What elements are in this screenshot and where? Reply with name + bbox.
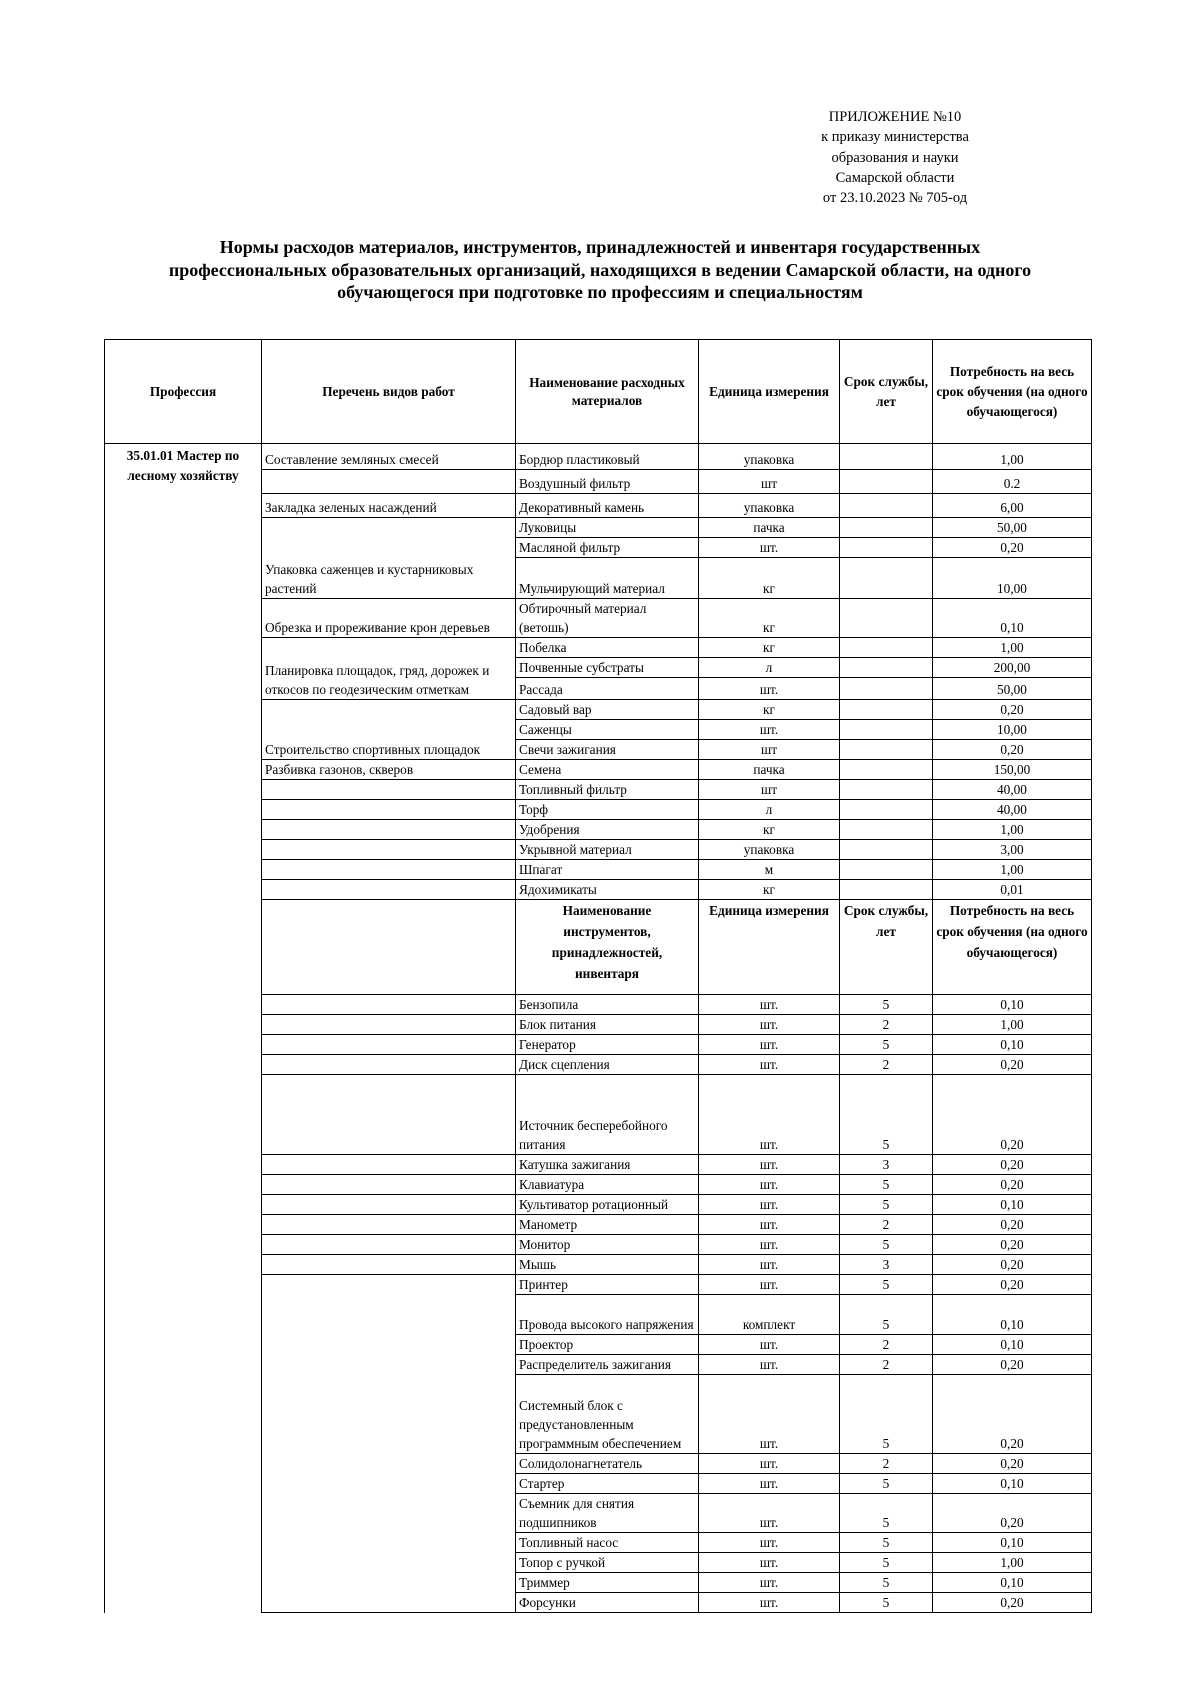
document-title [120,236,1080,304]
material-name: Декоративный камень [516,494,699,518]
tool-need: 0,20 [933,1454,1092,1474]
tool-need: 0,10 [933,1195,1092,1215]
tool-name: Съемник для снятия подшипников [516,1494,699,1533]
work-item-empty [262,800,516,820]
material-need: 150,00 [933,760,1092,780]
material-need: 1,00 [933,444,1092,470]
tool-unit: шт. [699,1553,840,1573]
tool-term: 5 [840,1533,933,1553]
material-unit: пачка [699,518,840,538]
tool-need: 1,00 [933,1015,1092,1035]
tool-name: Блок питания [516,1015,699,1035]
material-need: 1,00 [933,860,1092,880]
tool-name: Культиватор ротационный [516,1195,699,1215]
material-unit: шт [699,740,840,760]
tool-unit: шт. [699,1255,840,1275]
material-unit: кг [699,558,840,599]
material-unit: кг [699,638,840,658]
tool-unit: шт. [699,1474,840,1494]
material-name: Ядохимикаты [516,880,699,900]
tool-unit: шт. [699,1275,840,1295]
material-need: 40,00 [933,800,1092,820]
material-term [840,638,933,658]
material-term [840,780,933,800]
material-name: Бордюр пластиковый [516,444,699,470]
material-unit: кг [699,820,840,840]
title-line: обучающегося при подготовке по профессиям и специальностям [337,282,863,302]
tool-unit: шт. [699,1335,840,1355]
material-name: Укрывной материал [516,840,699,860]
tool-unit: шт. [699,1454,840,1474]
appendix-number: ПРИЛОЖЕНИЕ №10 [828,109,962,125]
tool-need: 0,20 [933,1075,1092,1155]
tool-term: 2 [840,1015,933,1035]
tool-name: Диск сцепления [516,1055,699,1075]
material-need: 1,00 [933,820,1092,840]
appendix-date: от 23.10.2023 № 705-од [822,190,968,207]
material-need: 10,00 [933,558,1092,599]
tool-unit: шт. [699,1155,840,1175]
material-name: Свечи зажигания [516,740,699,760]
tool-name: Катушка зажигания [516,1155,699,1175]
work-item-empty [262,880,516,900]
tool-need: 0,20 [933,1593,1092,1613]
appendix-block [795,107,995,208]
tool-term: 5 [840,1195,933,1215]
material-term [840,700,933,720]
material-name: Побелка [516,638,699,658]
material-need: 0.2 [933,470,1092,494]
material-term [840,558,933,599]
work-item-empty [262,860,516,880]
material-need: 1,00 [933,638,1092,658]
material-name: Шпагат [516,860,699,880]
header-profession: Профессия [105,340,262,444]
tool-term: 2 [840,1355,933,1375]
material-unit: упаковка [699,494,840,518]
work-item-empty [262,1275,516,1613]
tool-need: 0,20 [933,1055,1092,1075]
work-item: Строительство спортивных площадок [262,700,516,760]
tool-unit: шт. [699,1215,840,1235]
tool-need: 0,20 [933,1355,1092,1375]
tool-name: Монитор [516,1235,699,1255]
tool-name: Бензопила [516,995,699,1015]
tool-term: 5 [840,1474,933,1494]
appendix-ref-line: Самарской области [835,169,955,186]
tool-term: 5 [840,1494,933,1533]
material-unit: м [699,860,840,880]
header-term: Срок службы, лет [840,340,933,444]
tool-term: 5 [840,1275,933,1295]
material-need: 3,00 [933,840,1092,860]
material-need: 0,20 [933,700,1092,720]
tool-need: 0,20 [933,1375,1092,1454]
work-item-empty [262,1215,516,1235]
tool-need: 0,20 [933,1155,1092,1175]
material-term [840,538,933,558]
material-unit: шт [699,780,840,800]
tool-term: 2 [840,1335,933,1355]
tool-term: 5 [840,1553,933,1573]
material-name: Почвенные субстраты [516,658,699,678]
tool-term: 5 [840,1375,933,1454]
material-name: Мульчирующий материал [516,558,699,599]
material-name: Садовый вар [516,700,699,720]
material-unit: упаковка [699,840,840,860]
material-unit: шт. [699,720,840,740]
tool-unit: шт. [699,1494,840,1533]
work-item-empty [262,1155,516,1175]
work-item-empty [262,900,516,995]
tool-need: 1,00 [933,1553,1092,1573]
tool-unit: шт. [699,1573,840,1593]
tool-name: Стартер [516,1474,699,1494]
material-name: Воздушный фильтр [516,470,699,494]
tool-term: 5 [840,1295,933,1335]
tool-term: 2 [840,1454,933,1474]
work-item-empty [262,1035,516,1055]
material-name: Топливный фильтр [516,780,699,800]
work-item-empty [262,1015,516,1035]
material-name: Обтирочный материал (ветошь) [516,599,699,638]
appendix-ref-line: к приказу министерства [821,129,969,146]
tool-need: 0,10 [933,1573,1092,1593]
tool-term: 2 [840,1215,933,1235]
profession-cell: 35.01.01 Мастер по лесному хозяйству [105,444,262,1613]
work-item-empty [262,1235,516,1255]
tools-header-name: Наименование инструментов, принадлежностей, инвентаря [516,900,699,995]
tool-name: Топор с ручкой [516,1553,699,1573]
header-unit: Единица измерения [699,340,840,444]
tool-name: Манометр [516,1215,699,1235]
material-name: Семена [516,760,699,780]
tool-need: 0,10 [933,1474,1092,1494]
work-item-empty [262,995,516,1015]
tool-need: 0,20 [933,1494,1092,1533]
material-unit: пачка [699,760,840,780]
material-unit: л [699,800,840,820]
material-need: 0,20 [933,740,1092,760]
tool-need: 0,10 [933,1295,1092,1335]
material-term [840,740,933,760]
tool-need: 0,10 [933,995,1092,1015]
material-term [840,494,933,518]
tools-header-term: Срок службы, лет [840,900,933,995]
tool-term: 5 [840,1235,933,1255]
material-name: Удобрения [516,820,699,840]
material-unit: шт [699,470,840,494]
material-unit: кг [699,599,840,638]
tool-unit: шт. [699,1533,840,1553]
work-item: Разбивка газонов, скверов [262,760,516,780]
tool-name: Генератор [516,1035,699,1055]
material-unit: кг [699,880,840,900]
material-unit: шт. [699,538,840,558]
tool-need: 0,20 [933,1215,1092,1235]
tool-unit: комплект [699,1295,840,1335]
material-term [840,470,933,494]
material-term [840,860,933,880]
material-need: 10,00 [933,720,1092,740]
tool-unit: шт. [699,1175,840,1195]
work-item: Упаковка саженцев и кустарниковых растений [262,518,516,599]
tool-unit: шт. [699,1015,840,1035]
material-need: 6,00 [933,494,1092,518]
material-need: 0,01 [933,880,1092,900]
tool-term: 5 [840,1573,933,1593]
work-item: Закладка зеленых насаждений [262,494,516,518]
work-item: Планировка площадок, гряд, дорожек и откосов по геодезическим отметкам [262,638,516,700]
tool-name: Клавиатура [516,1175,699,1195]
material-unit: кг [699,700,840,720]
tool-term: 5 [840,1593,933,1613]
work-item-empty [262,1195,516,1215]
tool-term: 5 [840,1075,933,1155]
tool-need: 0,20 [933,1175,1092,1195]
tool-need: 0,10 [933,1035,1092,1055]
tool-name: Проектор [516,1335,699,1355]
tool-unit: шт. [699,1075,840,1155]
work-item: Составление земляных смесей [262,444,516,470]
work-item-empty [262,1075,516,1155]
tool-name: Мышь [516,1255,699,1275]
tool-need: 0,10 [933,1533,1092,1553]
header-material-name: Наименование расходных материалов [516,340,699,444]
material-unit: шт. [699,678,840,700]
title-line: Нормы расходов материалов, инструментов, принадлежностей и инвентаря государственных [219,237,981,257]
tool-unit: шт. [699,1235,840,1255]
tool-unit: шт. [699,995,840,1015]
material-term [840,599,933,638]
tool-unit: шт. [699,1055,840,1075]
work-item-empty [262,820,516,840]
material-term [840,760,933,780]
tool-term: 5 [840,1175,933,1195]
material-term [840,518,933,538]
tool-unit: шт. [699,1035,840,1055]
material-need: 50,00 [933,678,1092,700]
material-name: Саженцы [516,720,699,740]
header-works: Перечень видов работ [262,340,516,444]
tool-unit: шт. [699,1195,840,1215]
material-term [840,720,933,740]
material-name: Масляной фильтр [516,538,699,558]
appendix-ref-line: образования и науки [831,149,959,166]
tool-unit: шт. [699,1355,840,1375]
tool-name: Источник бесперебойного питания [516,1075,699,1155]
tool-unit: шт. [699,1375,840,1454]
tool-need: 0,20 [933,1255,1092,1275]
tool-name: Принтер [516,1275,699,1295]
tool-need: 0,20 [933,1235,1092,1255]
tool-name: Топливный насос [516,1533,699,1553]
tool-term: 5 [840,995,933,1015]
work-item-empty [262,1255,516,1275]
material-need: 200,00 [933,658,1092,678]
work-item-empty [262,1175,516,1195]
tool-term: 2 [840,1055,933,1075]
material-name: Рассада [516,678,699,700]
work-item: Обрезка и прореживание крон деревьев [262,599,516,638]
material-term [840,678,933,700]
material-need: 0,20 [933,538,1092,558]
tool-term: 5 [840,1035,933,1055]
tool-name: Форсунки [516,1593,699,1613]
tools-header-unit: Единица измерения [699,900,840,995]
header-need: Потребность на весь срок обучения (на одного обучающегося) [933,340,1092,444]
work-item-empty [262,840,516,860]
tool-name: Распределитель зажигания [516,1355,699,1375]
material-need: 40,00 [933,780,1092,800]
material-unit: упаковка [699,444,840,470]
material-need: 0,10 [933,599,1092,638]
material-term [840,880,933,900]
tools-header-need: Потребность на весь срок обучения (на одного обучающегося) [933,900,1092,995]
tool-unit: шт. [699,1593,840,1613]
tool-term: 3 [840,1155,933,1175]
work-item-empty [262,1055,516,1075]
tool-need: 0,10 [933,1335,1092,1355]
material-need: 50,00 [933,518,1092,538]
tool-name: Триммер [516,1573,699,1593]
material-term [840,658,933,678]
material-term [840,840,933,860]
material-term [840,800,933,820]
material-name: Луковицы [516,518,699,538]
norms-table [104,339,1092,1613]
material-term [840,820,933,840]
tool-need: 0,20 [933,1275,1092,1295]
tool-term: 3 [840,1255,933,1275]
material-name: Торф [516,800,699,820]
material-unit: л [699,658,840,678]
tool-name: Системный блок с предустановленным программным обеспечением [516,1375,699,1454]
work-item-empty [262,780,516,800]
title-line: профессиональных образовательных организаций, находящихся в ведении Самарской области, на одного [168,259,1032,280]
tool-name: Солидолонагнетатель [516,1454,699,1474]
material-term [840,444,933,470]
work-item-empty [262,470,516,494]
tool-name: Провода высокого напряжения [516,1295,699,1335]
